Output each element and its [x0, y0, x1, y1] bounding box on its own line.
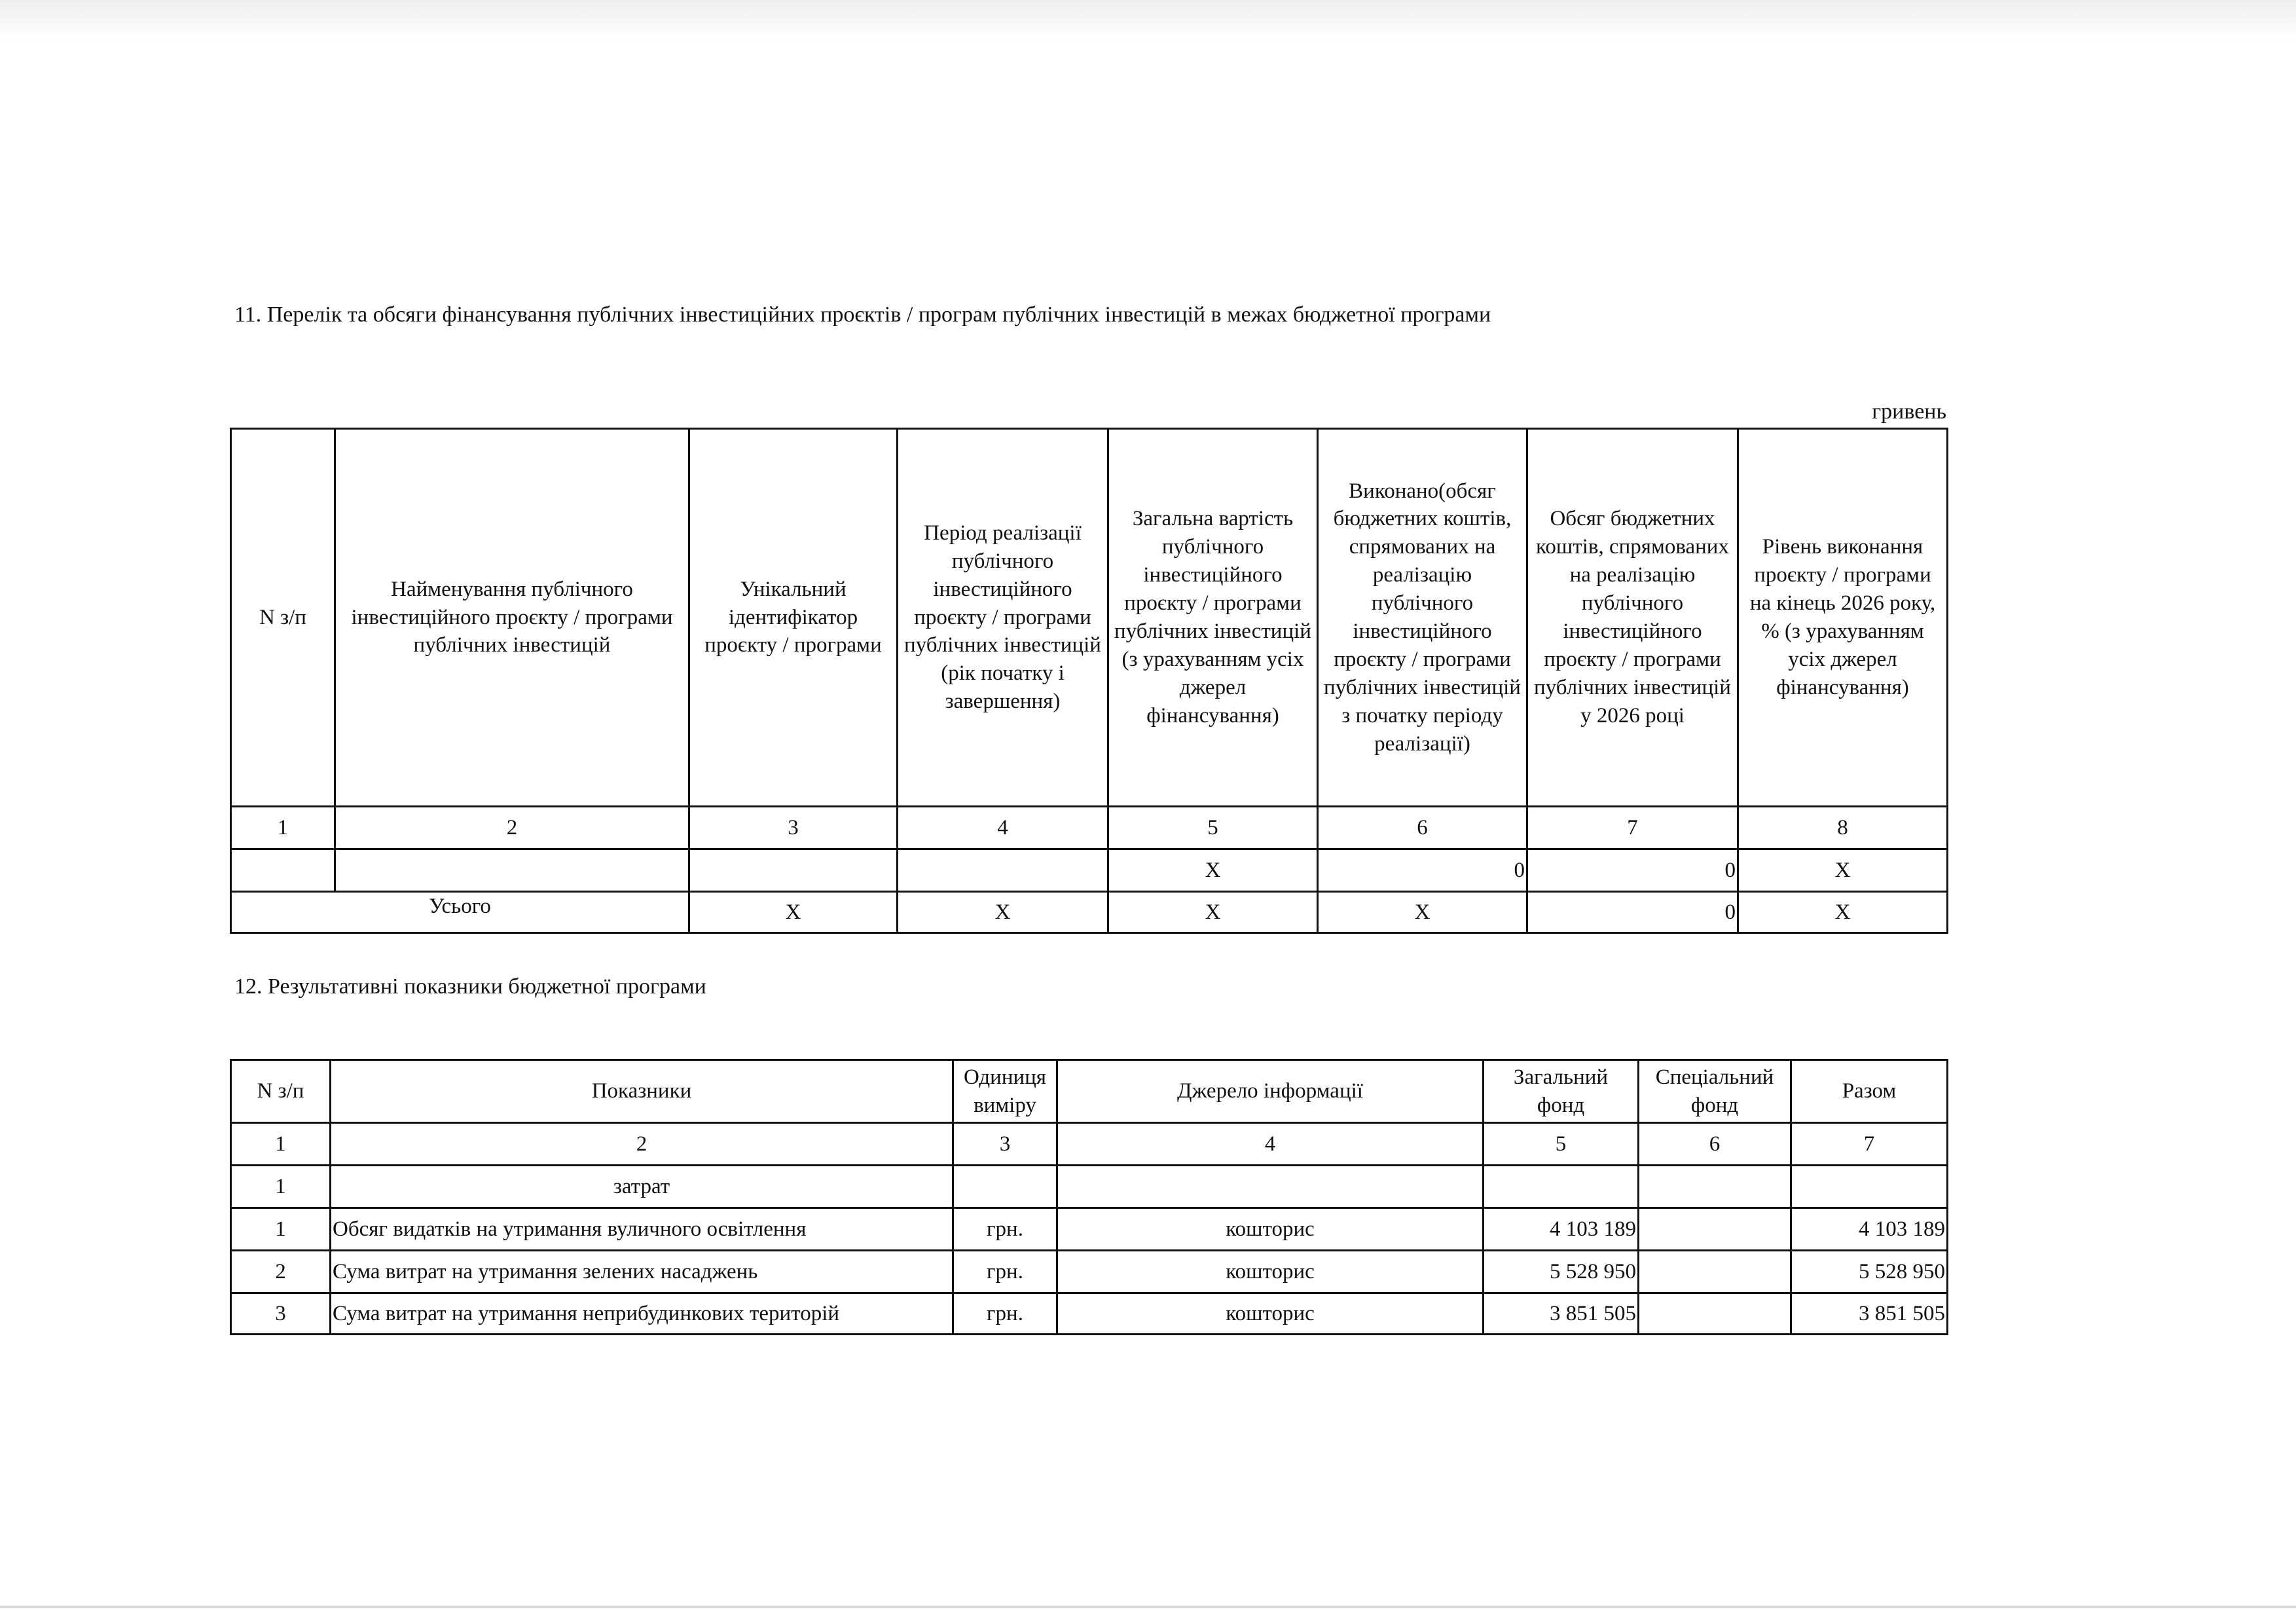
- column-number: 2: [331, 1123, 953, 1166]
- table-row: [231, 849, 1948, 892]
- column-number: 2: [335, 807, 689, 849]
- table-cell: [1057, 1166, 1484, 1208]
- column-header: Унікальний ідентифікатор проєкту / програми: [689, 429, 898, 807]
- table-cell: [953, 1166, 1057, 1208]
- total-label: Усього: [231, 892, 689, 933]
- column-header: N з/п: [231, 1060, 331, 1123]
- column-number: 5: [1484, 1123, 1639, 1166]
- column-header: Загальний фонд: [1484, 1060, 1639, 1123]
- table-cell: 4 103 189: [1791, 1208, 1948, 1251]
- column-header: Загальна вартість публічного інвестиційного проєкту / програми публічних інвестицій (з урахуванням усіх джерел фінансування): [1108, 429, 1318, 807]
- column-number: 8: [1738, 807, 1948, 849]
- table-cell: 5 528 950: [1484, 1251, 1639, 1293]
- table-header-row: [231, 429, 1948, 807]
- column-header: N з/п: [231, 429, 335, 807]
- table-cell: [898, 849, 1108, 892]
- table-cell: [1639, 1208, 1791, 1251]
- column-header: Найменування публічного інвестиційного проєкту / програми публічних інвестицій: [335, 429, 689, 807]
- performance-indicators-table: [230, 1059, 1948, 1335]
- table-cell: грн.: [953, 1208, 1057, 1251]
- table-cell: Сума витрат на утримання неприбудинкових територій: [331, 1293, 953, 1335]
- column-number: 1: [231, 807, 335, 849]
- scan-edge-top: [0, 0, 2296, 39]
- column-number: 3: [689, 807, 898, 849]
- column-number: 4: [898, 807, 1108, 849]
- table-cell: X: [1108, 849, 1318, 892]
- table-cell: кошторис: [1057, 1208, 1484, 1251]
- column-header: Спеціальний фонд: [1639, 1060, 1791, 1123]
- table-cell: 4 103 189: [1484, 1208, 1639, 1251]
- column-header: Обсяг бюджетних коштів, спрямованих на реалізацію публічного інвестиційного проєкту / програми публічних інвестицій у 2026 році: [1527, 429, 1738, 807]
- indicator-row: [231, 1251, 1948, 1293]
- column-number-row: [231, 807, 1948, 849]
- table-cell: [1484, 1166, 1639, 1208]
- column-number: 3: [953, 1123, 1057, 1166]
- table-cell: 5 528 950: [1791, 1251, 1948, 1293]
- table-cell: грн.: [953, 1251, 1057, 1293]
- table-cell: грн.: [953, 1293, 1057, 1335]
- table-cell: 0: [1318, 849, 1527, 892]
- column-number: 6: [1318, 807, 1527, 849]
- column-header: Виконано(обсяг бюджетних коштів, спрямованих на реалізацію публічного інвестиційного проєкту / програми публічних інвестицій з початку періоду реалізації): [1318, 429, 1527, 807]
- total-cell: X: [898, 892, 1108, 933]
- table-cell: 2: [231, 1251, 331, 1293]
- section-12-title: 12. Результативні показники бюджетної програми: [234, 974, 706, 999]
- column-header: Джерело інформації: [1057, 1060, 1484, 1123]
- scan-edge-bottom: [0, 1606, 2296, 1608]
- table-cell: 3: [231, 1293, 331, 1335]
- indicator-row: [231, 1293, 1948, 1335]
- column-number-row: [231, 1123, 1948, 1166]
- currency-unit-label: гривень: [1872, 399, 1946, 424]
- table-cell: [1791, 1166, 1948, 1208]
- column-number: 7: [1527, 807, 1738, 849]
- column-header: Період реалізації публічного інвестиційного проєкту / програми публічних інвестицій (рік початку і завершення): [898, 429, 1108, 807]
- table-cell: 1: [231, 1166, 331, 1208]
- table-cell: кошторис: [1057, 1293, 1484, 1335]
- column-header: Одиниця виміру: [953, 1060, 1057, 1123]
- table-cell: Обсяг видатків на утримання вуличного освітлення: [331, 1208, 953, 1251]
- table-cell: [335, 849, 689, 892]
- table-cell: Сума витрат на утримання зелених насаджень: [331, 1251, 953, 1293]
- total-cell: X: [689, 892, 898, 933]
- investment-projects-table: [230, 428, 1948, 934]
- table-cell: [689, 849, 898, 892]
- column-number: 4: [1057, 1123, 1484, 1166]
- column-number: 7: [1791, 1123, 1948, 1166]
- table-cell: 0: [1527, 849, 1738, 892]
- table-cell: [231, 849, 335, 892]
- table-cell: 3 851 505: [1791, 1293, 1948, 1335]
- column-header: Рівень виконання проєкту / програми на кінець 2026 року, % (з урахуванням усіх джерел фінансування): [1738, 429, 1948, 807]
- table-cell: 3 851 505: [1484, 1293, 1639, 1335]
- table-cell: кошторис: [1057, 1251, 1484, 1293]
- total-row: [231, 892, 1948, 933]
- table-cell: [1639, 1251, 1791, 1293]
- total-cell: X: [1108, 892, 1318, 933]
- table-cell: [1639, 1166, 1791, 1208]
- total-cell: X: [1738, 892, 1948, 933]
- column-number: 1: [231, 1123, 331, 1166]
- table-header-row: [231, 1060, 1948, 1123]
- table-cell: [1639, 1293, 1791, 1335]
- table-cell: затрат: [331, 1166, 953, 1208]
- table-cell: 1: [231, 1208, 331, 1251]
- column-header: Показники: [331, 1060, 953, 1123]
- total-cell: 0: [1527, 892, 1738, 933]
- column-number: 6: [1639, 1123, 1791, 1166]
- table-cell: X: [1738, 849, 1948, 892]
- total-cell: X: [1318, 892, 1527, 933]
- indicator-row: [231, 1166, 1948, 1208]
- column-header: Разом: [1791, 1060, 1948, 1123]
- section-11-title: 11. Перелік та обсяги фінансування публічних інвестиційних проєктів / програм публічних інвестицій в межах бюджетної програми: [234, 303, 1491, 327]
- indicator-row: [231, 1208, 1948, 1251]
- column-number: 5: [1108, 807, 1318, 849]
